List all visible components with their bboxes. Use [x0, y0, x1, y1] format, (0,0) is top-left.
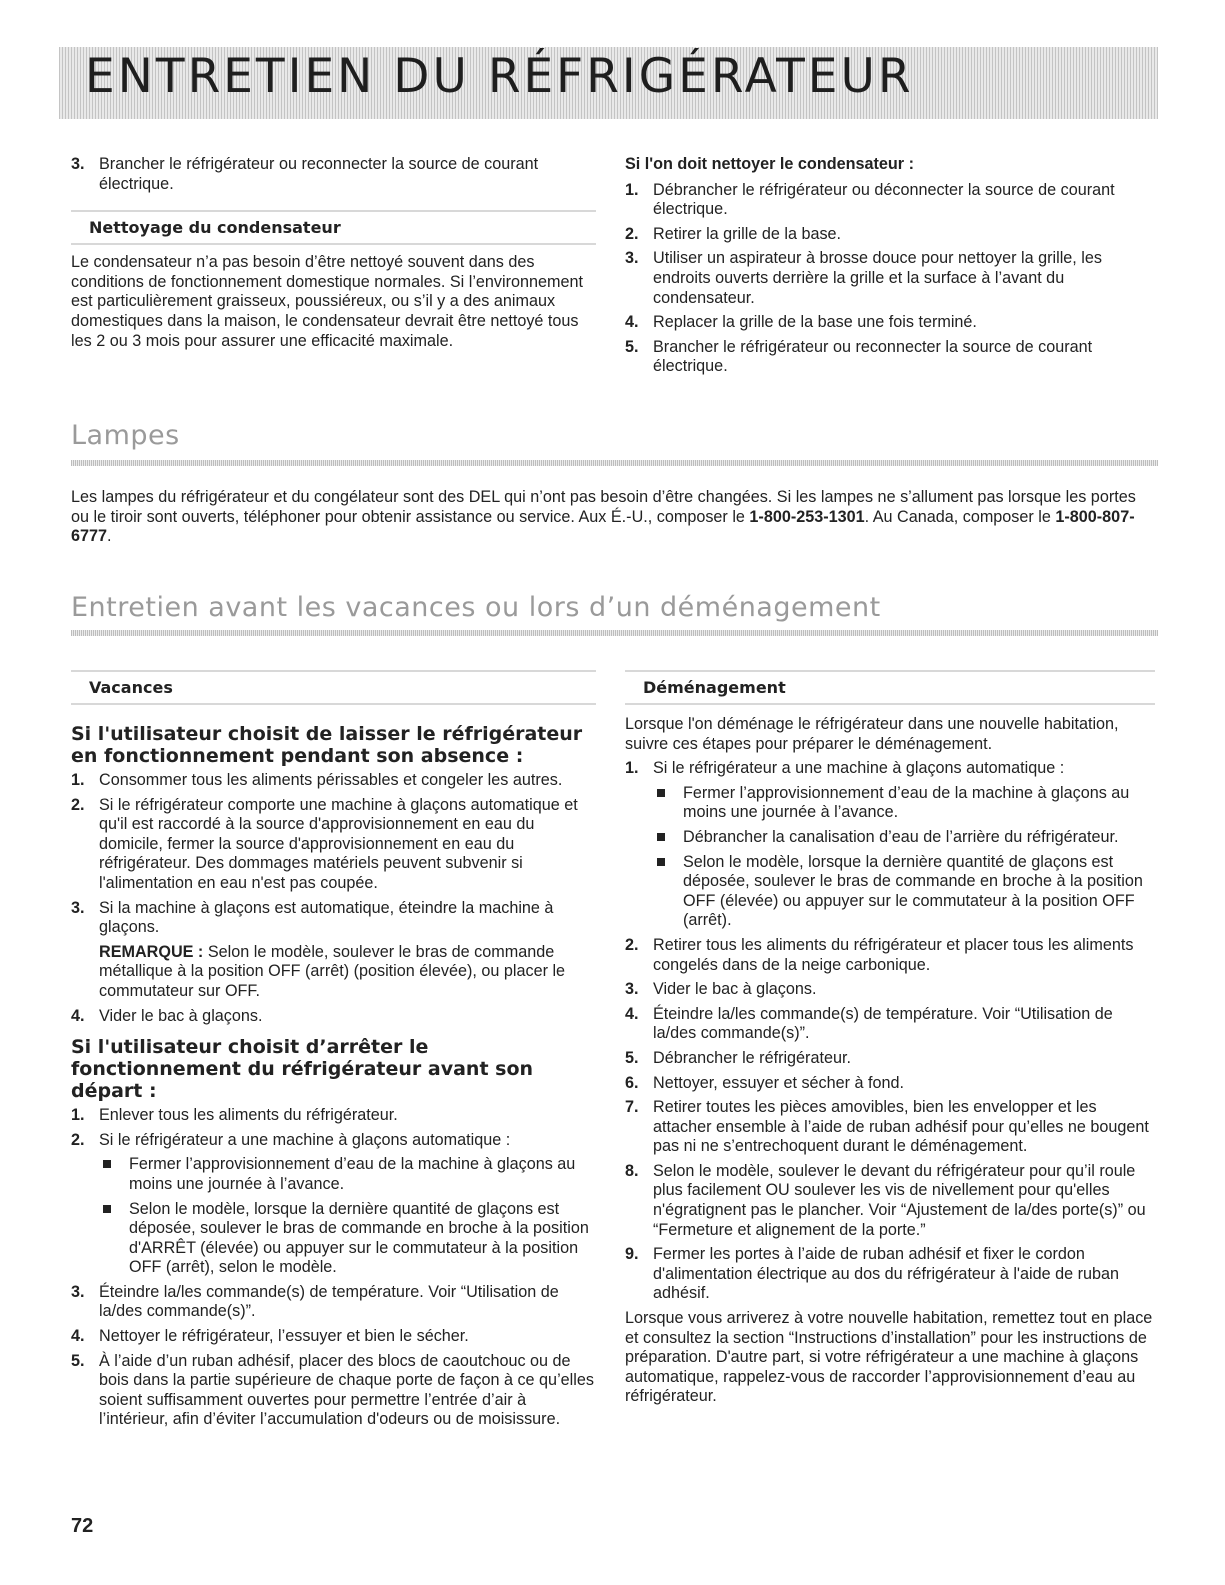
section-rule: [71, 630, 1158, 636]
step-number: 7.: [625, 1098, 639, 1117]
step-number: 8.: [625, 1161, 639, 1180]
bullet-text: Selon le modèle, lorsque la dernière quantité de glaçons est déposée, soulever le bras de commande en broche à la position OFF (élevée) ou appuyer sur le commutateur à la position OFF (arrêt).: [683, 852, 1143, 930]
remarque-label: REMARQUE :: [99, 942, 204, 961]
list-item: [625, 1049, 1155, 1069]
phone-us: 1-800-253-1301: [749, 507, 865, 526]
list-item: [625, 225, 1155, 245]
bullet-text: Fermer l’approvisionnement d’eau de la machine à glaçons au moins une journée à l’avance.: [683, 783, 1130, 822]
list-item: [625, 1098, 1155, 1157]
lampes-text: . Au Canada, composer le: [864, 507, 1056, 526]
step-text: Vider le bac à glaçons.: [653, 980, 817, 999]
list-item: [71, 1007, 596, 1027]
top-right-column: [625, 155, 1155, 382]
step-text: Si la machine à glaçons est automatique, éteindre la machine à glaçons.: [99, 898, 554, 937]
step-number: 9.: [625, 1245, 639, 1264]
step-number: 4.: [71, 1006, 85, 1025]
step-number: 4.: [71, 1327, 85, 1346]
page-banner: [59, 47, 1158, 119]
square-bullet-icon: [103, 1205, 111, 1213]
step-number: 3.: [625, 980, 639, 999]
bullet-text: Selon le modèle, lorsque la dernière quantité de glaçons est déposée, soulever le bras de commande en broche à la position d'ARRÊT (élevée) ou appuyer sur le commutateur à la position OFF (arrêt), selon le modèle.: [129, 1199, 589, 1277]
step-number: 1.: [625, 759, 639, 778]
step-number: 3.: [71, 898, 85, 917]
list-item: [625, 249, 1155, 308]
step-text: Débrancher le réfrigérateur.: [653, 1048, 851, 1067]
step-text: Retirer la grille de la base.: [653, 224, 842, 243]
list-item: [625, 980, 1155, 1000]
vacances-column: [71, 670, 596, 1435]
list-item: [625, 1005, 1155, 1044]
bullet-text: Fermer l’approvisionnement d’eau de la machine à glaçons au moins une journée à l’avance.: [129, 1155, 576, 1193]
step-number: 2.: [71, 1130, 85, 1149]
laisser-steps-list: [71, 771, 596, 938]
list-item: [71, 1106, 596, 1126]
step-text: Enlever tous les aliments du réfrigérateur.: [99, 1106, 398, 1125]
step-number: 2.: [625, 935, 639, 954]
step-text: Si le réfrigérateur comporte une machine à glaçons automatique et qu'il est raccordé à la source d'approvisionnement en eau du domicile, fermer la source d'approvisionnement en eau du réfrigérateur. Des dommages matériels peuvent subvenir si l'alimentation en eau n'est pas coupée.: [99, 795, 578, 892]
step-number: 6.: [625, 1073, 639, 1092]
square-bullet-icon: [657, 858, 665, 866]
list-item: [625, 313, 1155, 333]
remarque-note: [71, 943, 596, 1002]
lampes-text: Les lampes du réfrigérateur et du congélateur sont des DEL qui n’ont pas besoin d’être changées. Si les lampes ne s’allument pas lorsque les portes ou le tiroir sont ouverts, téléphoner pour obtenir assistance ou service. Aux É.-U., composer le: [71, 488, 1136, 526]
square-bullet-icon: [657, 833, 665, 841]
step-number: 1.: [71, 771, 85, 789]
list-item: [625, 1074, 1155, 1094]
list-item: [71, 899, 596, 938]
step-number: 5.: [71, 1351, 85, 1370]
step-text: Éteindre la/les commande(s) de température. Voir “Utilisation de la/des commande(s)”.: [99, 1282, 559, 1321]
step-number: 1.: [71, 1106, 85, 1125]
heading-laisser-fonctionnement: Si l'utilisateur choisit de laisser le réfrigérateur en fonctionnement pendant son absence :: [71, 723, 583, 767]
step-text: Brancher le réfrigérateur ou reconnecter la source de courant électrique.: [99, 155, 539, 193]
page-number: 72: [71, 1515, 94, 1537]
top-left-column: [71, 155, 596, 351]
lampes-text: .: [107, 527, 112, 546]
step-number: 3.: [71, 155, 85, 173]
list-item: [625, 1245, 1155, 1304]
step-number: 5.: [625, 1048, 639, 1067]
remarque-text: Selon le modèle, soulever le bras de commande métallique à la position OFF (arrêt) (position élevée), ou placer le commutateur sur OFF.: [99, 942, 566, 1000]
step-text: Replacer la grille de la base une fois terminé.: [653, 313, 977, 332]
step-number: 1.: [625, 180, 639, 199]
step-text: Utiliser un aspirateur à brosse douce pour nettoyer la grille, les endroits ouverts derrière la grille et la surface à l’avant du condensateur.: [653, 249, 1102, 307]
arreter-bullet-list: [71, 1155, 596, 1278]
bullet-item: [71, 1155, 596, 1194]
step-number: 4.: [625, 1004, 639, 1023]
banner-title: ENTRETIEN DU RÉFRIGÉRATEUR: [85, 49, 914, 104]
step-number: 2.: [625, 224, 639, 243]
list-item: [625, 181, 1155, 220]
vacances-section-title: Entretien avant les vacances ou lors d’un déménagement: [71, 592, 881, 623]
step-text: Nettoyer, essuyer et sécher à fond.: [653, 1073, 905, 1092]
step-text: Retirer tous les aliments du réfrigérateur et placer tous les aliments congelés dans de la neige carbonique.: [653, 935, 1134, 974]
condenser-cleaning-heading: Si l'on doit nettoyer le condensateur :: [625, 155, 914, 173]
condensateur-paragraph: Le condensateur n’a pas besoin d’être nettoyé souvent dans des conditions de fonctionnement domestique normales. Si l’environnement est particulièrement graisseux, poussiéreux, ou s’il y a des animaux domestiques dans la maison, le condensateur devrait être nettoyé tous les 2 ou 3 mois pour assurer une efficacité maximale.: [71, 253, 584, 350]
bullet-item: [625, 828, 1155, 848]
step-text: Brancher le réfrigérateur ou reconnecter la source de courant électrique.: [653, 337, 1093, 376]
step-text: Vider le bac à glaçons.: [99, 1006, 263, 1025]
bullet-text: Débrancher la canalisation d’eau de l’arrière du réfrigérateur.: [683, 827, 1119, 846]
step-text: Éteindre la/les commande(s) de température. Voir “Utilisation de la/des commande(s)”.: [653, 1004, 1113, 1043]
lampes-title: Lampes: [71, 420, 180, 451]
bullet-item: [71, 1200, 596, 1278]
demenagement-intro: Lorsque l'on déménage le réfrigérateur dans une nouvelle habitation, suivre ces étapes pour préparer le déménagement.: [625, 715, 1119, 753]
step-text: Retirer toutes les pièces amovibles, bien les envelopper et les attacher ensemble à l’aide de ruban adhésif pour qu’elles ne bougent pas ni ne s’entrechoquent durant le déménagement.: [653, 1098, 1149, 1156]
demenagement-bullet-list: [625, 784, 1155, 931]
step-text: Fermer les portes à l’aide de ruban adhésif et fixer le cordon d'alimentation électrique au dos du réfrigérateur à l'aide de ruban adhésif.: [653, 1245, 1120, 1303]
list-item: [625, 338, 1155, 377]
condenser-steps-list: [625, 181, 1155, 377]
demenagement-steps-list: [625, 936, 1155, 1304]
phone-canada: 1-800-807-6777: [71, 507, 1135, 546]
list-item: [71, 796, 596, 894]
subhead-condensateur: Nettoyage du condensateur: [71, 210, 596, 245]
bullet-item: [625, 853, 1155, 931]
step-text: Consommer tous les aliments périssables et congeler les autres.: [99, 771, 563, 789]
demenagement-column: [625, 670, 1155, 1407]
list-item: [625, 936, 1155, 975]
step-number: 3.: [71, 1282, 85, 1301]
square-bullet-icon: [657, 789, 665, 797]
arreter-steps-list: [71, 1283, 596, 1430]
step-number: 2.: [71, 795, 85, 814]
step-text: Débrancher le réfrigérateur ou déconnecter la source de courant électrique.: [653, 180, 1115, 219]
section-rule: [71, 460, 1158, 466]
step-number: 5.: [625, 337, 639, 356]
list-item: [71, 1283, 596, 1322]
step-number: 3.: [625, 249, 639, 268]
list-item: [625, 1162, 1155, 1240]
demenagement-closing: Lorsque vous arriverez à votre nouvelle habitation, remettez tout en place et consultez la section “Instructions d’installation” pour les instructions de préparation. D'autre part, si votre réfrigérateur a une machine à glaçons automatique, rappelez-vous de raccorder l’approvisionnement d’eau au réfrigérateur.: [625, 1309, 1153, 1406]
step-text: Si le réfrigérateur a une machine à glaçons automatique :: [99, 1130, 511, 1149]
list-item: [625, 759, 1155, 779]
step-text: À l’aide d’un ruban adhésif, placer des blocs de caoutchouc ou de bois dans la partie supérieure de chaque porte de façon à ce qu’elles soient suffisamment ouvertes pour permettre l’entrée d’air à l’intérieur, afin d’éviter l’accumulation d'odeurs ou de moisissure.: [99, 1351, 594, 1429]
lampes-paragraph: [71, 488, 1158, 547]
subhead-demenagement: Déménagement: [625, 670, 1155, 705]
list-item: [71, 1352, 596, 1430]
bullet-item: [625, 784, 1155, 823]
step-text: Nettoyer le réfrigérateur, l’essuyer et bien le sécher.: [99, 1327, 469, 1346]
step-number: 4.: [625, 313, 639, 332]
list-item: [71, 1131, 596, 1151]
list-item: [71, 155, 596, 194]
heading-arreter-fonctionnement: Si l'utilisateur choisit d’arrêter le fonctionnement du réfrigérateur avant son départ :: [71, 1036, 534, 1103]
square-bullet-icon: [103, 1160, 111, 1168]
step-text: Si le réfrigérateur a une machine à glaçons automatique :: [653, 759, 1065, 778]
list-item: [71, 771, 596, 791]
list-item: [71, 1327, 596, 1347]
subhead-vacances: Vacances: [71, 670, 596, 705]
step-text: Selon le modèle, soulever le devant du réfrigérateur pour qu’il roule plus facilement OU soulever les vis de nivellement pour qu'elles n'égratignent pas le plancher. Voir “Ajustement de la/des porte(s)” ou “Fermeture et alignement de la porte.”: [653, 1161, 1146, 1239]
